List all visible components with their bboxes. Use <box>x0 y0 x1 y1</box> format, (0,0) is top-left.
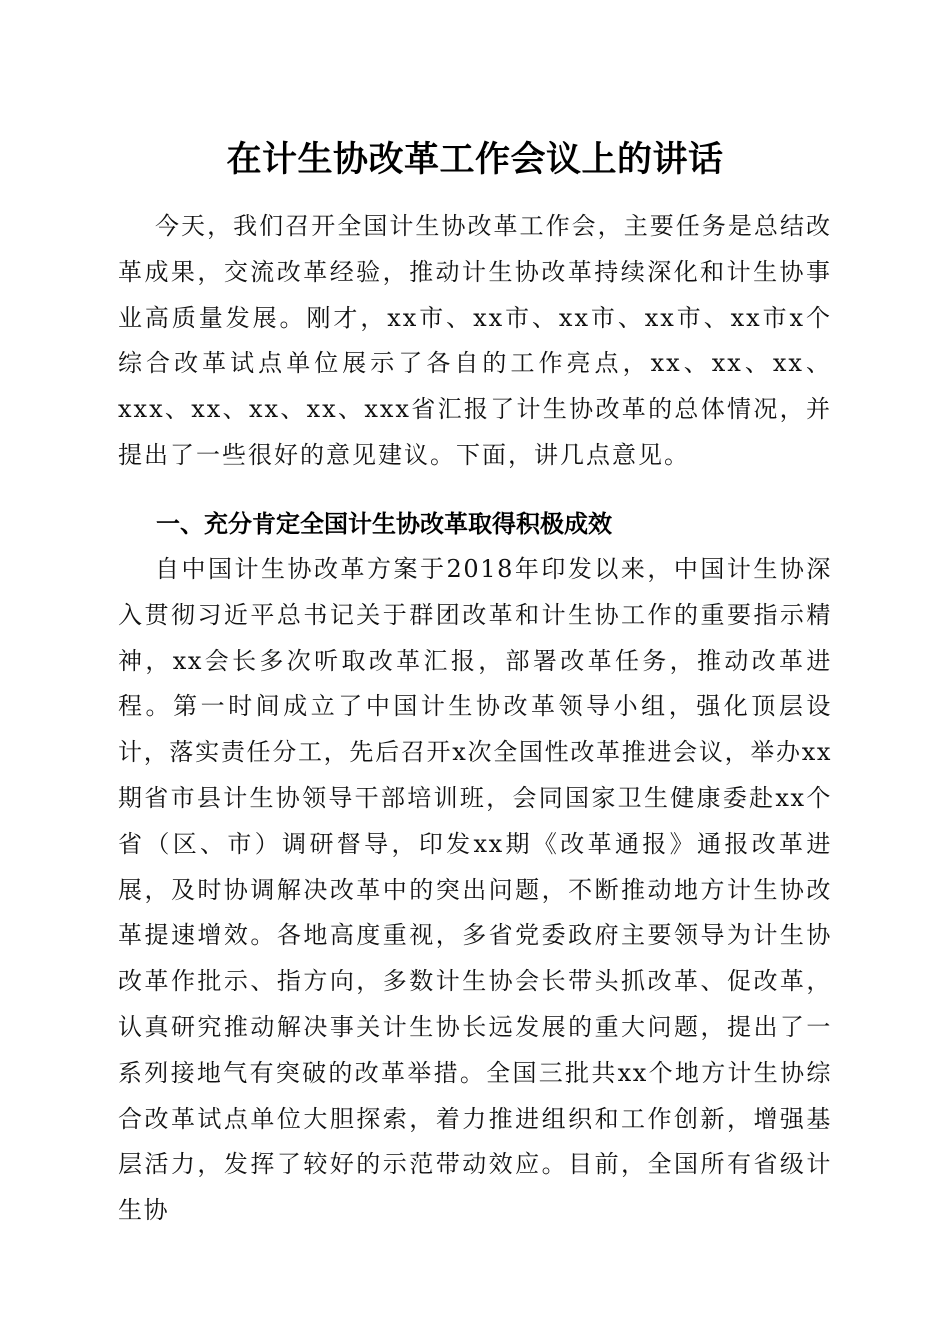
document-title: 在计生协改革工作会议上的讲话 <box>226 139 724 180</box>
section-heading: 一、充分肯定全国计生协改革取得积极成效 <box>156 510 612 538</box>
opening-paragraph: 今天，我们召开全国计生协改革工作会，主要任务是总结改革成果，交流改革经验，推动计生协改革持续深化和计生协事业高质量发展。刚才，xx市、xx市、xx市、xx市、xx市x个综合改革试点单位展示了各自的工作亮点，xx、xx、xx、xxx、xx、xx、xx、xxx省汇报了计生协改革的总体情况，并提出了一些很好的意见建议。下面，讲几点意见。 <box>118 212 832 469</box>
section-paragraph: 自中国计生协改革方案于2018年印发以来，中国计生协深入贯彻习近平总书记关于群团改革和计生协工作的重要指示精神，xx会长多次听取改革汇报，部署改革任务，推动改革进程。第一时间成立了中国计生协改革领导小组，强化顶层设计，落实责任分工，先后召开x次全国性改革推进会议，举办xx期省市县计生协领导干部培训班，会同国家卫生健康委赴xx个省（区、市）调研督导，印发xx期《改革通报》通报改革进展，及时协调解决改革中的突出问题，不断推动地方计生协改革提速增效。各地高度重视，多省党委政府主要领导为计生协改革作批示、指方向，多数计生协会长带头抓改革、促改革，认真研究推动解决事关计生协长远发展的重大问题，提出了一系列接地气有突破的改革举措。全国三批共xx个地方计生协综合改革试点单位大胆探索，着力推进组织和工作创新，增强基层活力，发挥了较好的示范带动效应。目前，全国所有省级计生协 <box>118 555 832 1225</box>
